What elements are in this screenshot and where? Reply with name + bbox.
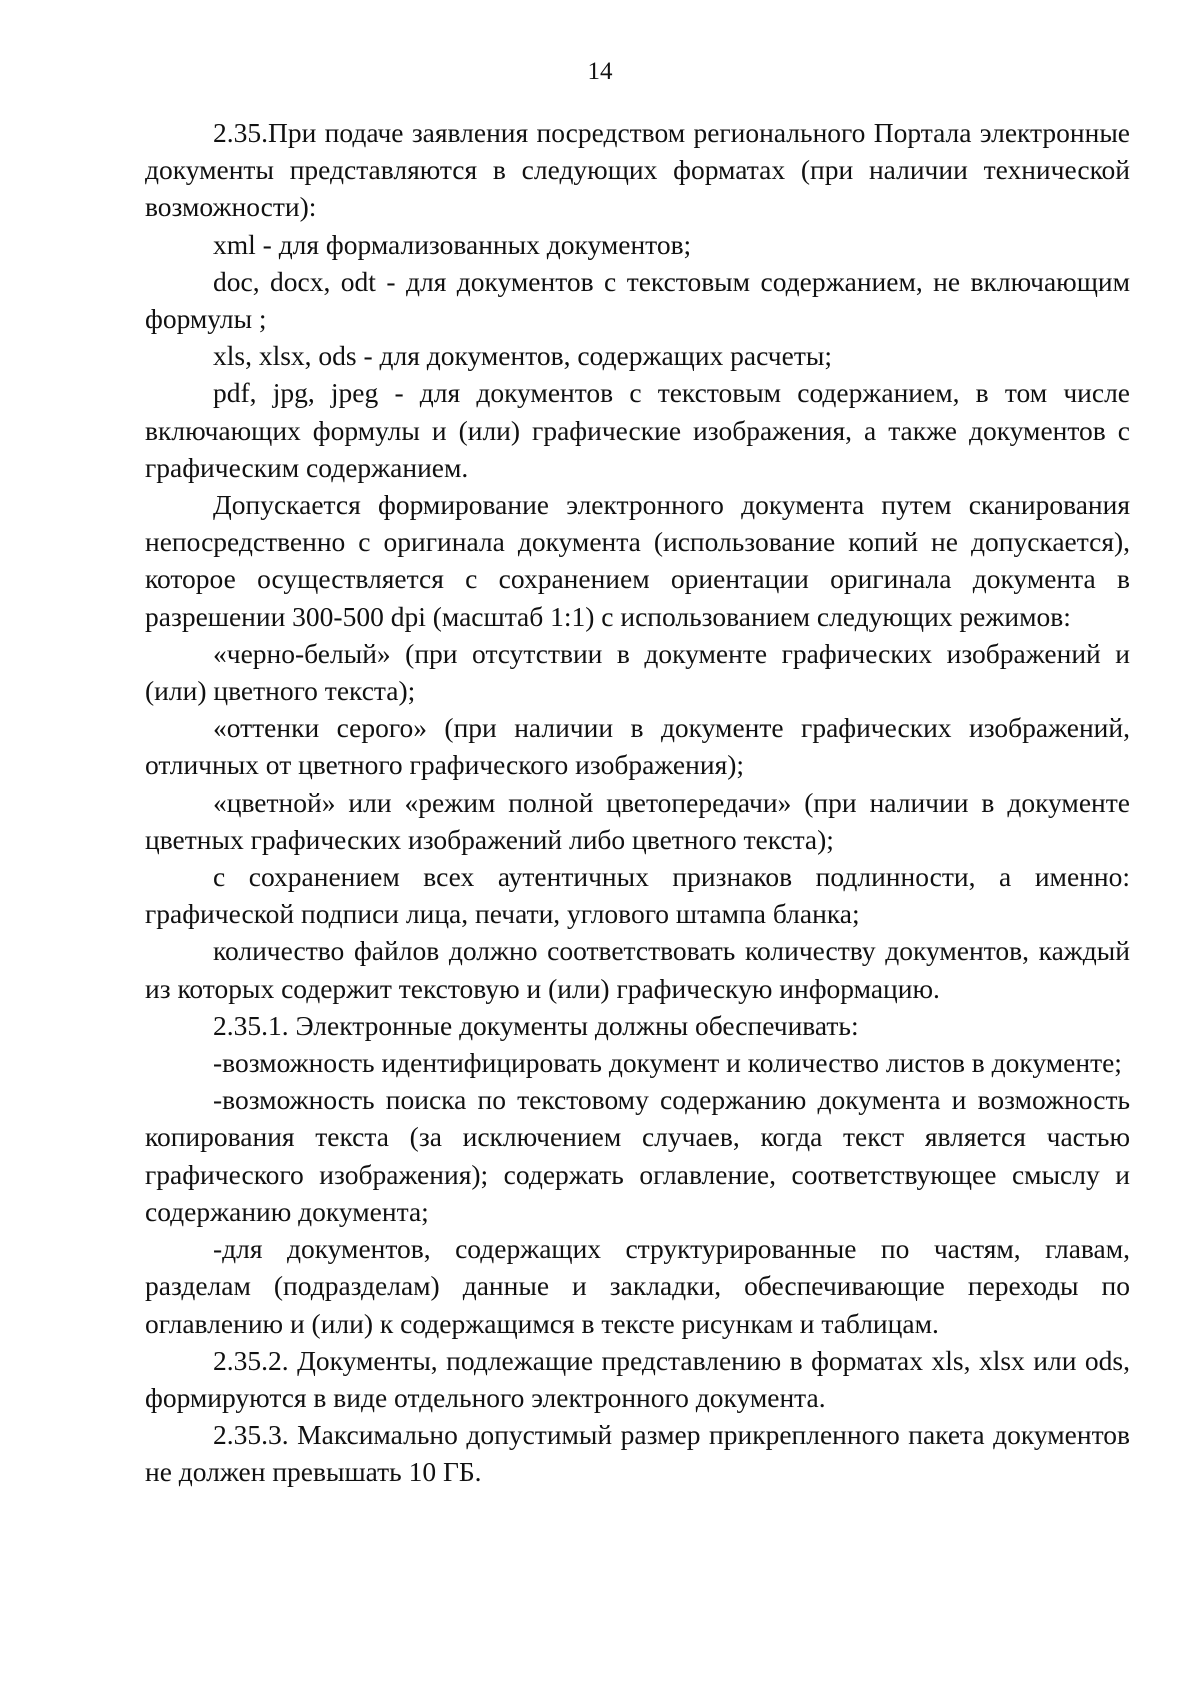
paragraph-format-doc: doc, docx, odt - для документов с текстовым содержанием, не включающим формулы ;	[145, 265, 1130, 335]
paragraph-structured: -для документов, содержащих структурированные по частям, главам, разделам (подразделам) данные и закладки, обеспечивающие переходы по оглавлению и (или) к содержащимся в тексте рисункам и таблицам.	[145, 1233, 1130, 1339]
paragraph-search: -возможность поиска по текстовому содержанию документа и возможность копирования текста (за исключением случаев, когда текст является частью графического изображения); содержать оглавление, соответствующее смыслу и содержанию документа;	[145, 1084, 1130, 1227]
document-body	[145, 114, 1130, 1491]
paragraph-format-xml: xml - для формализованных документов;	[213, 228, 692, 260]
paragraph-2-35-1: 2.35.1. Электронные документы должны обеспечивать:	[213, 1009, 859, 1041]
paragraph-format-pdf: pdf, jpg, jpeg - для документов с текстовым содержанием, в том числе включающих формулы и (или) графические изображения, а также документов с графическим содержанием.	[145, 377, 1130, 483]
paragraph-mode-gray: «оттенки серого» (при наличии в документе графических изображений, отличных от цветного графического изображения);	[145, 712, 1130, 781]
paragraph-authenticity: с сохранением всех аутентичных признаков подлинности, а именно: графической подписи лица, печати, углового штампа бланка;	[145, 861, 1130, 930]
paragraph-file-count: количество файлов должно соответствовать количеству документов, каждый из которых содержит текстовую и (или) графическую информацию.	[145, 935, 1130, 1004]
paragraph-mode-color: «цветной» или «режим полной цветопередачи» (при наличии в документе цветных графических изображений либо цветного текста);	[145, 786, 1130, 855]
page-number: 14	[587, 58, 613, 85]
paragraph-scanning: Допускается формирование электронного документа путем сканирования непосредственно с оригинала документа (использование копий не допускается), которое осуществляется с сохранением ориентации оригинала документа в разрешении 300-500 dpi (масштаб 1:1) с использованием следующих режимов:	[145, 489, 1130, 632]
paragraph-identify: -возможность идентифицировать документ и количество листов в документе;	[213, 1047, 1122, 1079]
paragraph-2-35-3: 2.35.3. Максимально допустимый размер прикрепленного пакета документов не должен превышать 10 ГБ.	[145, 1419, 1130, 1488]
paragraph-format-xls: xls, xlsx, ods - для документов, содержащих расчеты;	[213, 340, 832, 372]
paragraph-mode-bw: «черно-белый» (при отсутствии в документе графических изображений и (или) цветного текста);	[145, 637, 1130, 707]
paragraph-2-35: 2.35.При подаче заявления посредством регионального Портала электронные документы представляются в следующих форматах (при наличии технической возможности):	[145, 117, 1130, 223]
paragraph-2-35-2: 2.35.2. Документы, подлежащие представлению в форматах xls, xlsx или ods, формируются в виде отдельного электронного документа.	[145, 1344, 1130, 1413]
